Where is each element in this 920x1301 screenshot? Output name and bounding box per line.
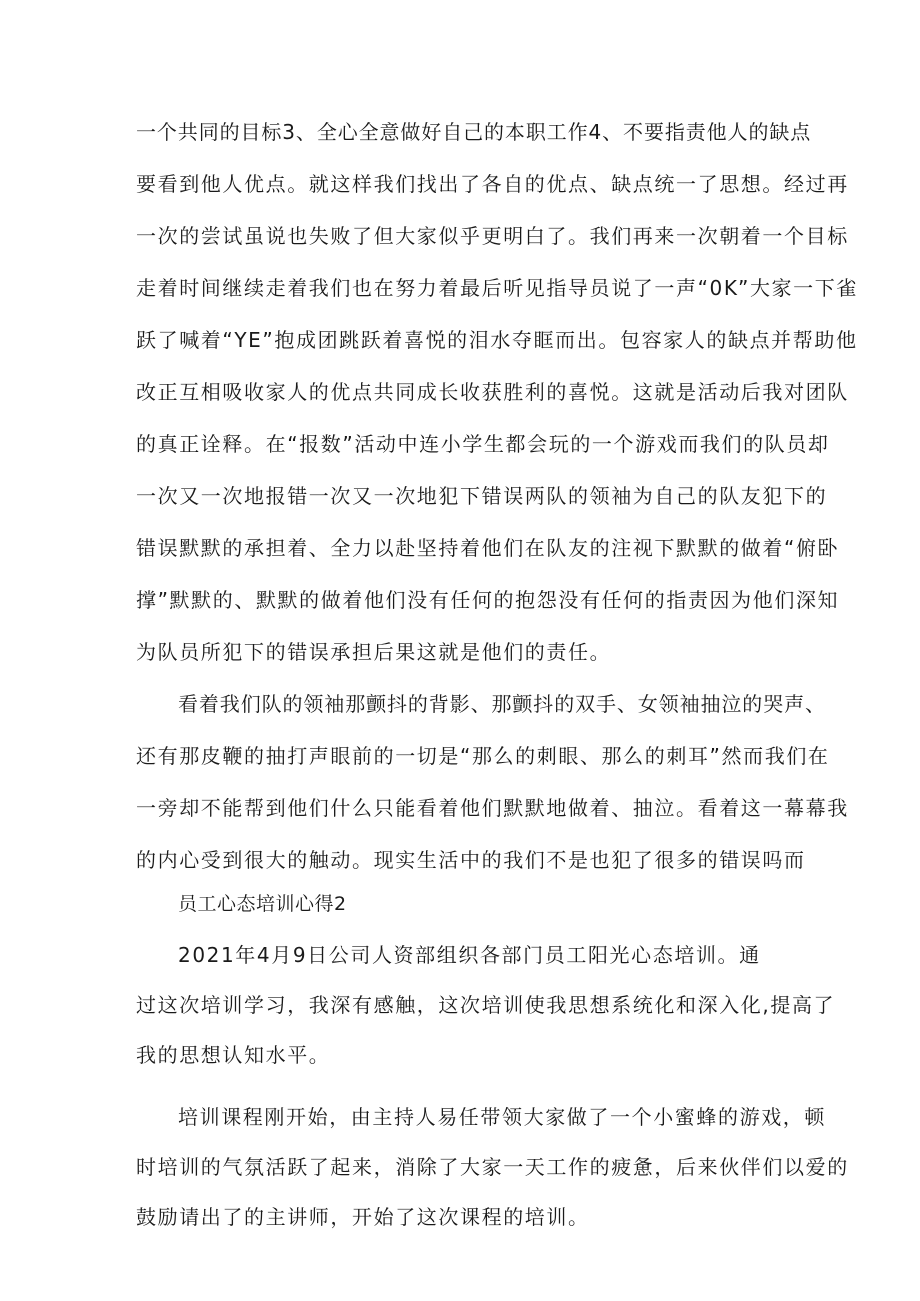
paragraph-line: 一次又一次地报错一次又一次地犯下错误两队的领袖为自己的队友犯下的 [136,484,828,508]
paragraph-line: 培训课程刚开始，由主持人易任带领大家做了一个小蜜蜂的游戏，顿 [178,1105,826,1129]
paragraph-line: 一个共同的目标3、全心全意做好自己的本职工作4、不要指责他人的缺点 [136,120,812,144]
paragraph-line: 鼓励请出了的主讲师，开始了这次课程的培训。 [136,1205,590,1229]
paragraph-line: 时培训的气氛活跃了起来，消除了大家一天工作的疲惫，后来伙伴们以爱的 [136,1155,849,1179]
paragraph-line: 改正互相吸收家人的优点共同成长收获胜利的喜悦。这就是活动后我对团队 [136,380,849,404]
paragraph-line: 一次的尝试虽说也失败了但大家似乎更明白了。我们再来一次朝着一个目标 [136,224,849,248]
paragraph-line: 看着我们队的领袖那颤抖的背影、那颤抖的双手、女领袖抽泣的哭声、 [178,692,826,716]
paragraph-line: 还有那皮鞭的抽打声眼前的一切是“那么的刺眼、那么的刺耳”然而我们在 [136,744,830,768]
paragraph-line: 的真正诠释。在“报数”活动中连小学生都会玩的一个游戏而我们的队员却 [136,432,830,456]
paragraph-line: 错误默默的承担着、全力以赴坚持着他们在队友的注视下默默的做着“俯卧 [136,536,840,560]
paragraph-line: 走着时间继续走着我们也在努力着最后听见指导员说了一声“0K”大家一下雀 [136,276,858,300]
paragraph-line: 过这次培训学习，我深有感触，这次培训使我思想系统化和深入化,提高了 [136,993,836,1017]
paragraph-line: 撑”默默的、默默的做着他们没有任何的抱怨没有任何的指责因为他们深知 [136,588,840,612]
paragraph-line: 跃了喊着“YE”抱成团跳跃着喜悦的泪水夺眶而出。包容家人的缺点并帮助他 [136,328,858,352]
section-heading: 员工心态培训心得2 [178,893,347,915]
paragraph-line: 为队员所犯下的错误承担后果这就是他们的责任。 [136,640,612,664]
paragraph-line: 一旁却不能帮到他们什么只能看着他们默默地做着、抽泣。看着这一幕幕我 [136,796,849,820]
paragraph-line: 的内心受到很大的触动。现实生活中的我们不是也犯了很多的错误吗而 [136,848,806,872]
paragraph-line: 我的思想认知水平。 [136,1043,331,1067]
paragraph-line: 要看到他人优点。就这样我们找出了各自的优点、缺点统一了思想。经过再 [136,172,849,196]
paragraph-line: 2021年4月9日公司人资部组织各部门员工阳光心态培训。通 [178,943,761,967]
